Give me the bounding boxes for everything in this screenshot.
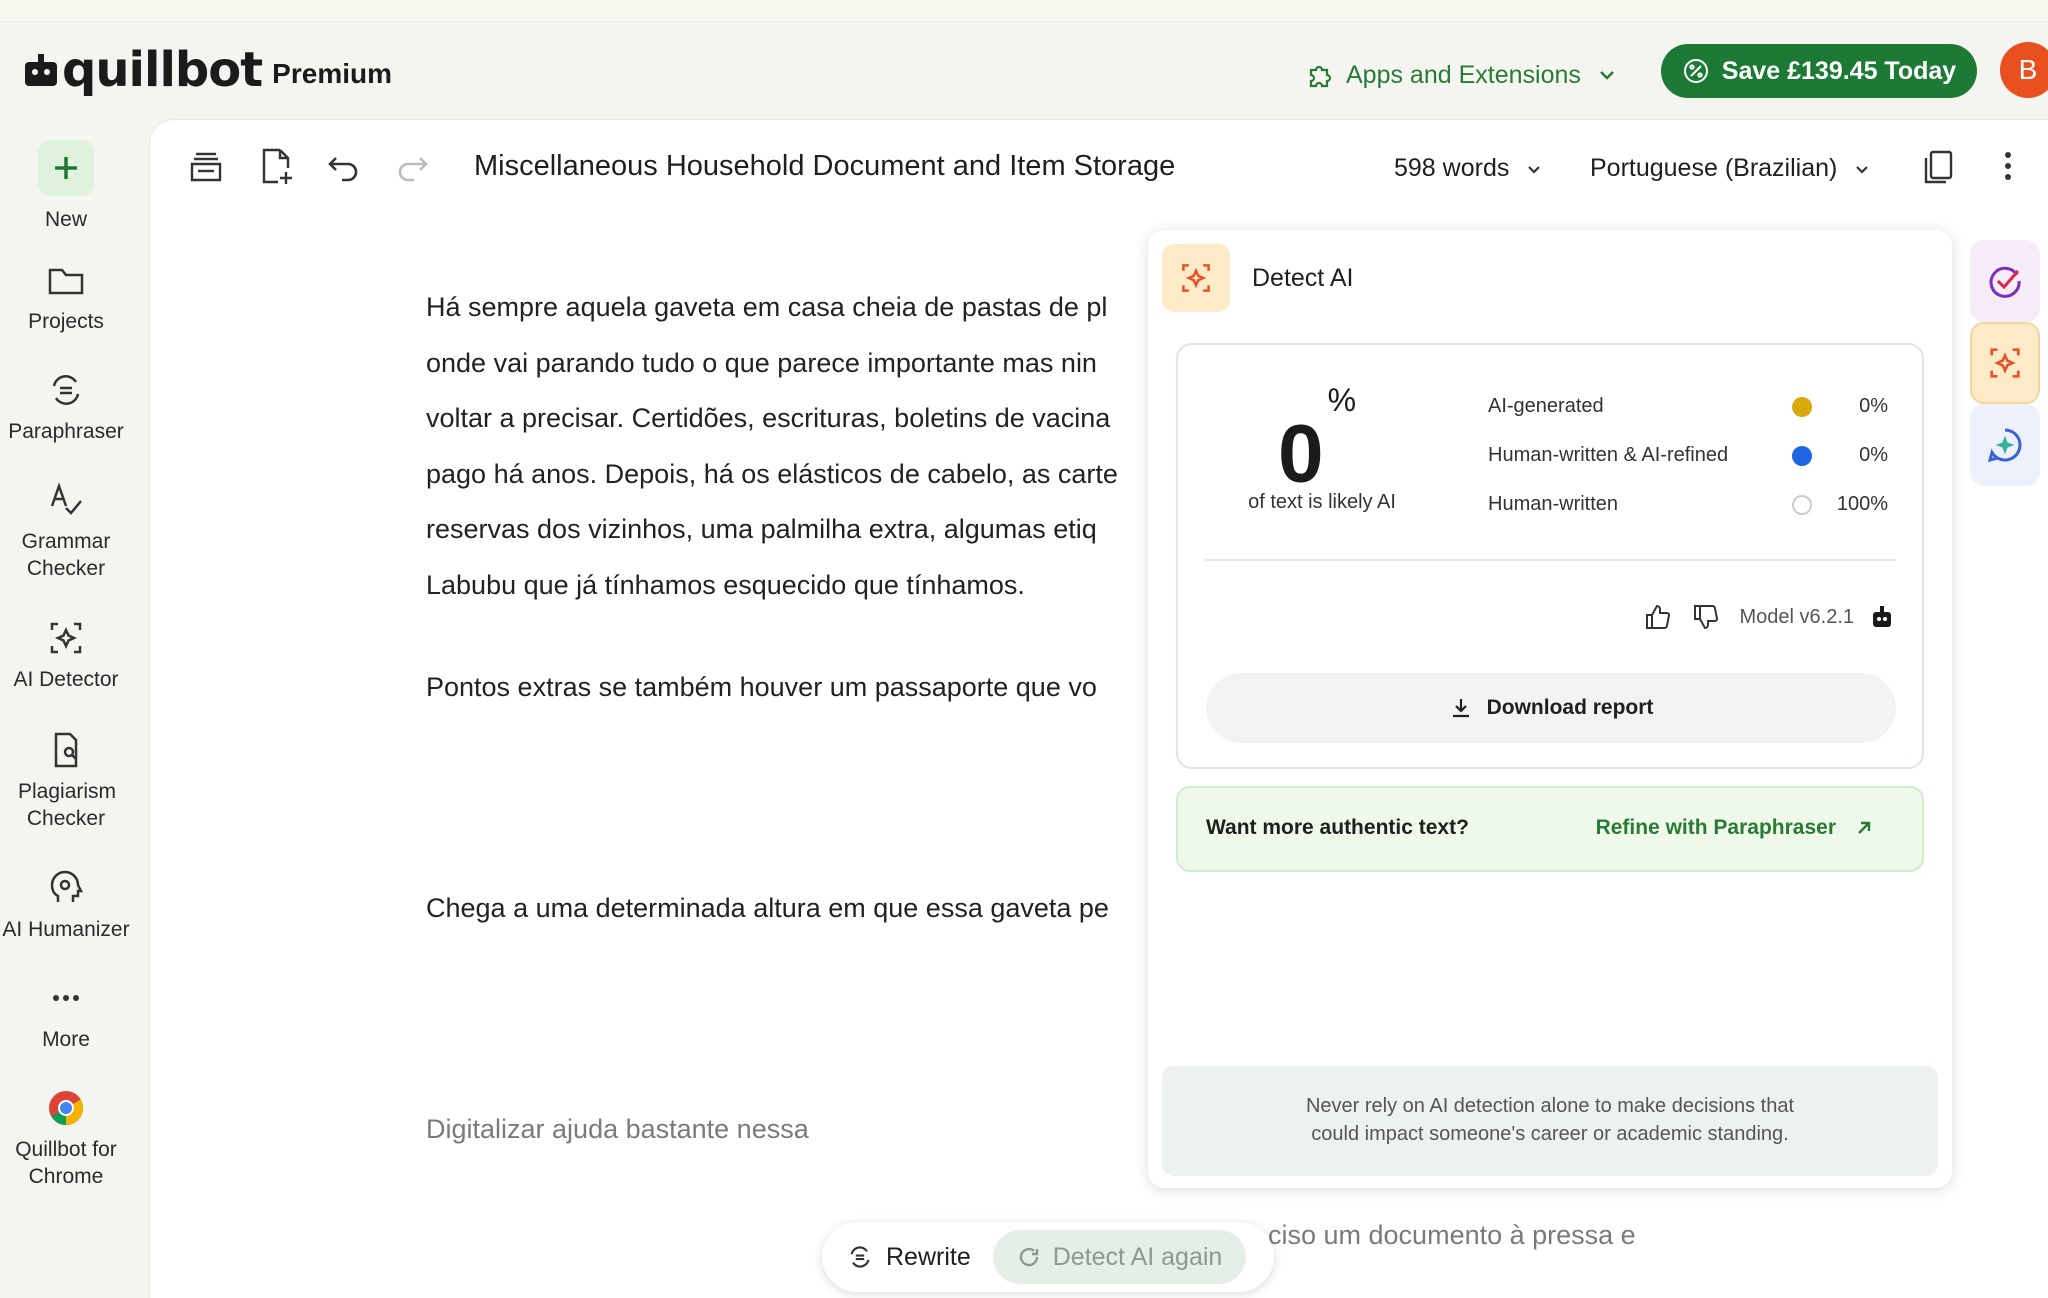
external-arrow-icon: [1854, 818, 1874, 838]
score-card: [1176, 343, 1924, 769]
copy-icon[interactable]: [1918, 146, 1958, 186]
plagiarism-icon: [46, 730, 86, 770]
text-line: onde vai parando tudo o que parece importante mas nin: [426, 347, 1097, 378]
sidebar-item-grammar-checker[interactable]: [0, 480, 132, 582]
user-avatar[interactable]: B: [2000, 42, 2048, 98]
text-line-continuation: ciso um documento à pressa e: [1268, 1220, 1636, 1250]
paragraph: [426, 881, 1109, 937]
app-header: [0, 22, 2048, 120]
ai-detector-icon: [46, 618, 86, 658]
undo-icon[interactable]: [324, 146, 364, 186]
check-circle-icon: [1985, 261, 2025, 301]
robot-icon: [1872, 606, 1892, 628]
chevron-down-icon: [1593, 61, 1621, 89]
yellow-dot-icon: [1792, 397, 1812, 417]
score-caption: of text is likely AI: [1248, 491, 1396, 513]
ai-score: [1278, 382, 1357, 500]
language-dropdown[interactable]: [1590, 154, 1873, 183]
language-label: Portuguese (Brazilian): [1590, 154, 1838, 182]
download-icon: [1449, 696, 1473, 720]
disclaimer-line: Never rely on AI detection alone to make decisions that: [1305, 1095, 1795, 1117]
sidebar-item-label: Grammar Checker: [21, 530, 111, 580]
save-offer-label: Save £139.45 Today: [1721, 56, 1957, 85]
sidebar-item-label: Quillbot for Chrome: [15, 1138, 117, 1188]
word-count-dropdown[interactable]: [1394, 154, 1545, 183]
documents-list-icon[interactable]: [186, 146, 226, 186]
text-line: reservas dos vizinhos, uma palmilha extra, algumas etiq: [426, 514, 1097, 544]
divider: [1206, 559, 1896, 561]
breakdown-value: 0%: [1859, 444, 1888, 466]
browser-top-strip: [0, 0, 2048, 22]
document-title[interactable]: Miscellaneous Household Document and Item Storage: [474, 150, 1176, 182]
sidebar-item-plagiarism-checker[interactable]: [0, 730, 132, 832]
text-line: Chega a uma determinada altura em que essa gaveta pe: [426, 893, 1109, 923]
chrome-icon: [46, 1088, 86, 1128]
paragraph: [426, 1102, 809, 1158]
ai-chat-icon: [1985, 425, 2025, 465]
detect-again-label: Detect AI again: [1052, 1242, 1223, 1271]
sidebar-item-more[interactable]: [0, 978, 132, 1053]
breakdown-value: 0%: [1859, 395, 1888, 417]
text-line: Pontos extras se também houver um passaporte que vo: [426, 672, 1097, 702]
logo-wordmark: [24, 42, 263, 98]
rewrite-label: Rewrite: [886, 1242, 971, 1271]
rail-grammar-check-button[interactable]: [1970, 240, 2040, 322]
sidebar-item-label: Paraphraser: [8, 420, 124, 443]
paragraph: [426, 660, 1097, 716]
disclaimer-line: could impact someone's career or academic standing.: [1311, 1123, 1789, 1145]
text-line: voltar a precisar. Certidões, escrituras, boletins de vacina: [426, 403, 1111, 433]
sidebar-item-chrome-extension[interactable]: [0, 1088, 132, 1190]
more-dots-icon: [46, 978, 86, 1018]
detect-ai-again-button[interactable]: [993, 1230, 1247, 1284]
ai-score-unit: %: [1327, 382, 1357, 418]
refresh-icon: [1017, 1245, 1041, 1269]
more-options-icon[interactable]: [1988, 146, 2028, 186]
blue-dot-icon: [1792, 446, 1812, 466]
apps-extensions-menu[interactable]: [1306, 52, 1621, 98]
premium-label: Premium: [272, 58, 392, 89]
plus-icon: [38, 140, 94, 196]
breakdown-row: [1488, 493, 1888, 542]
sidebar-item-new[interactable]: [0, 140, 132, 233]
word-count: 598 words: [1394, 154, 1510, 182]
sidebar-item-label: AI Detector: [13, 668, 119, 691]
breakdown-value: 100%: [1836, 493, 1888, 515]
save-offer-button[interactable]: [1661, 44, 1977, 98]
refine-link-label: Refine with Paraphraser: [1595, 816, 1836, 839]
text-line: pago há anos. Depois, há os elásticos de cabelo, as carte: [426, 458, 1118, 489]
puzzle-icon: [1306, 61, 1334, 89]
text-line: Há sempre aquela gaveta em casa cheia de pastas de pl: [426, 292, 1108, 322]
text-line: Labubu que já tínhamos esquecido que tínhamos.: [426, 569, 1025, 600]
discount-badge-icon: [1682, 57, 1710, 85]
chevron-down-icon: [1851, 158, 1873, 180]
sidebar-item-label: AI Humanizer: [2, 918, 130, 941]
sidebar-item-label: More: [42, 1028, 90, 1051]
robot-logo-icon: [24, 54, 58, 88]
detection-disclaimer: [1162, 1066, 1938, 1176]
sidebar-item-label: Plagiarism Checker: [18, 780, 117, 830]
thumbs-down-icon[interactable]: [1691, 602, 1721, 632]
panel-title: Detect AI: [1252, 263, 1354, 292]
download-report-label: Download report: [1486, 696, 1654, 719]
folder-icon: [46, 260, 86, 300]
ai-score-value: 0: [1278, 408, 1324, 500]
thumbs-up-icon[interactable]: [1643, 602, 1673, 632]
rail-ai-detector-button[interactable]: [1970, 322, 2040, 404]
floating-action-bar: [822, 1222, 1274, 1292]
ai-detector-icon: [1986, 344, 2024, 382]
sidebar-item-projects[interactable]: [0, 260, 132, 335]
chevron-down-icon: [1523, 158, 1545, 180]
new-document-icon[interactable]: [256, 146, 296, 186]
text-line: Digitalizar ajuda bastante nessa: [426, 1114, 809, 1144]
humanizer-icon: [46, 868, 86, 908]
feedback-row: [1643, 602, 1892, 632]
sidebar-item-ai-humanizer[interactable]: [0, 868, 132, 943]
download-report-button[interactable]: [1206, 673, 1896, 743]
sidebar-item-paraphraser[interactable]: [0, 370, 132, 445]
breakdown-label: Human-written & AI-refined: [1488, 444, 1729, 466]
apps-extensions-label: Apps and Extensions: [1346, 60, 1581, 89]
editor-toolbar: [150, 120, 2048, 220]
refine-banner: [1176, 786, 1924, 872]
score-breakdown: [1488, 395, 1888, 542]
breakdown-row: [1488, 444, 1888, 493]
brand-name: quillbot: [62, 42, 263, 98]
paragraph: [426, 280, 1118, 613]
grammar-check-icon: [46, 480, 86, 520]
model-version: Model v6.2.1: [1739, 605, 1854, 628]
sidebar-item-label: New: [44, 208, 87, 231]
rewrite-button[interactable]: [830, 1230, 987, 1284]
quillbot-logo[interactable]: [24, 42, 392, 98]
breakdown-label: AI-generated: [1488, 395, 1604, 417]
breakdown-label: Human-written: [1488, 493, 1619, 515]
sidebar-item-ai-detector[interactable]: [0, 618, 132, 693]
refine-with-paraphraser-link[interactable]: [1596, 816, 1874, 840]
redo-icon[interactable]: [392, 146, 432, 186]
white-dot-icon: [1792, 495, 1812, 515]
rail-ai-assistant-button[interactable]: [1970, 404, 2040, 486]
paraphraser-icon: [846, 1243, 874, 1271]
ai-detector-icon: [1162, 244, 1230, 312]
sidebar-item-label: Projects: [28, 310, 104, 333]
paraphraser-icon: [46, 370, 86, 410]
panel-header: [1162, 244, 1353, 312]
breakdown-row: [1488, 395, 1888, 444]
detect-ai-panel: [1148, 230, 1952, 1188]
refine-question: Want more authentic text?: [1206, 816, 1469, 839]
